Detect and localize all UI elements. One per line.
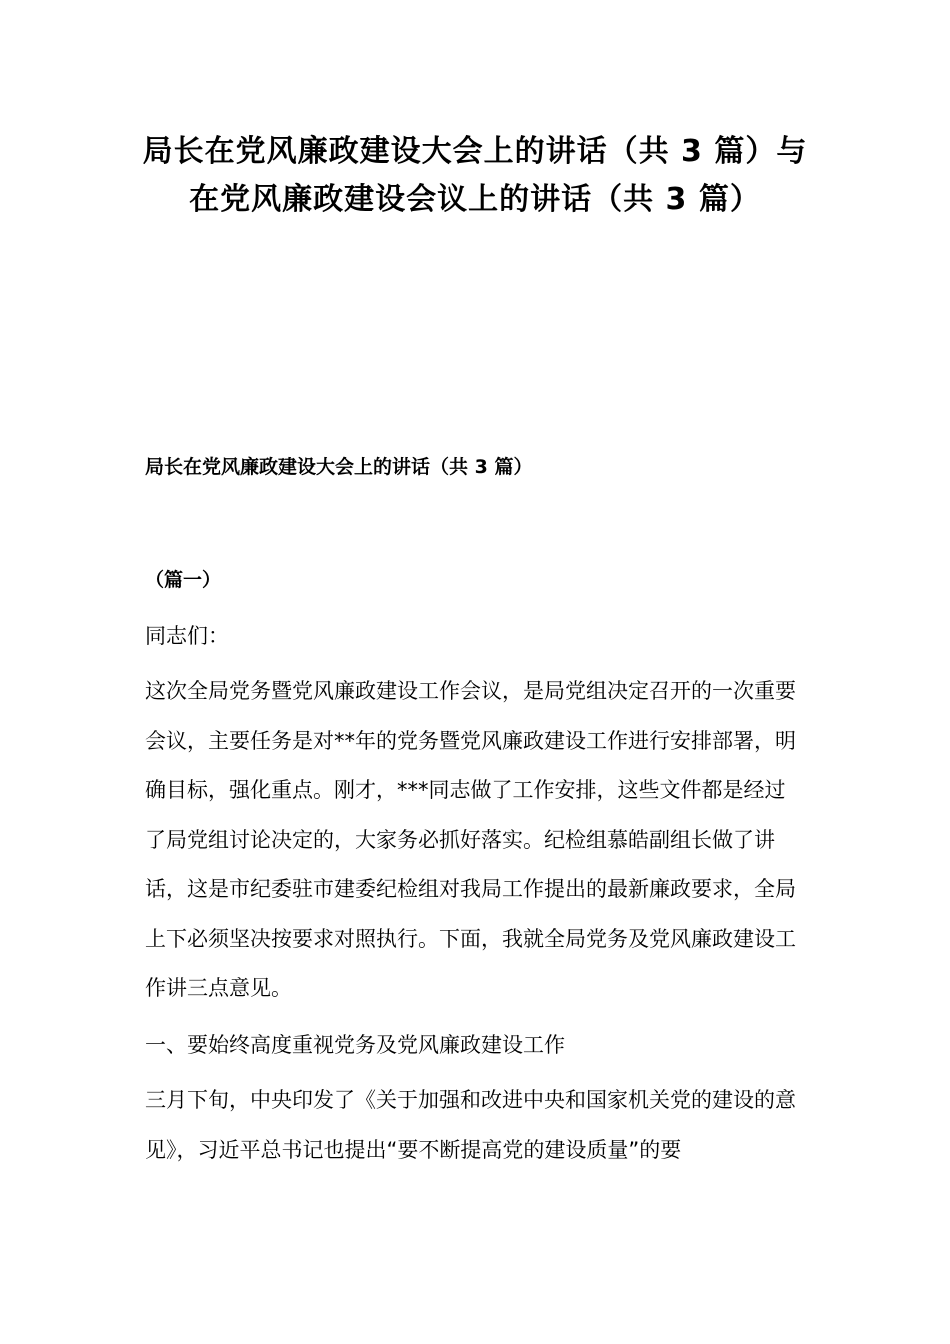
body-paragraph: 这次全局党务暨党风廉政建设工作会议，是局党组决定召开的一次重要会议，主要任务是对**年的党务暨党风廉政建设工作进行安排部署，明确目标，强化重点。刚才，***同志做了工作安排，这些文件都是经过了局党组讨论决定的，大家务必抓好落实。纪检组慕皓副组长做了讲话，这是市纪委驻市建委纪检组对我局工作提出的最新廉政要求，全局上下必须坚决按要求对照执行。下面，我就全局党务及党风廉政建设工作讲三点意见。 — [145, 679, 796, 1000]
subsection-heading: 一、要始终高度重视党务及党风廉政建设工作 — [145, 1033, 565, 1057]
document-title: 局长在党风廉政建设大会上的讲话（共 3 篇）与在党风廉政建设会议上的讲话（共 3 篇） — [142, 134, 808, 217]
part-label: （篇一） — [145, 569, 222, 591]
body-paragraph: 三月下旬，中央印发了《关于加强和改进中央和国家机关党的建设的意见》，习近平总书记也提出“要不断提高党的建设质量”的要 — [145, 1088, 796, 1162]
salutation: 同志们： — [145, 624, 229, 648]
section-heading: 局长在党风廉政建设大会上的讲话（共 3 篇） — [145, 456, 533, 478]
